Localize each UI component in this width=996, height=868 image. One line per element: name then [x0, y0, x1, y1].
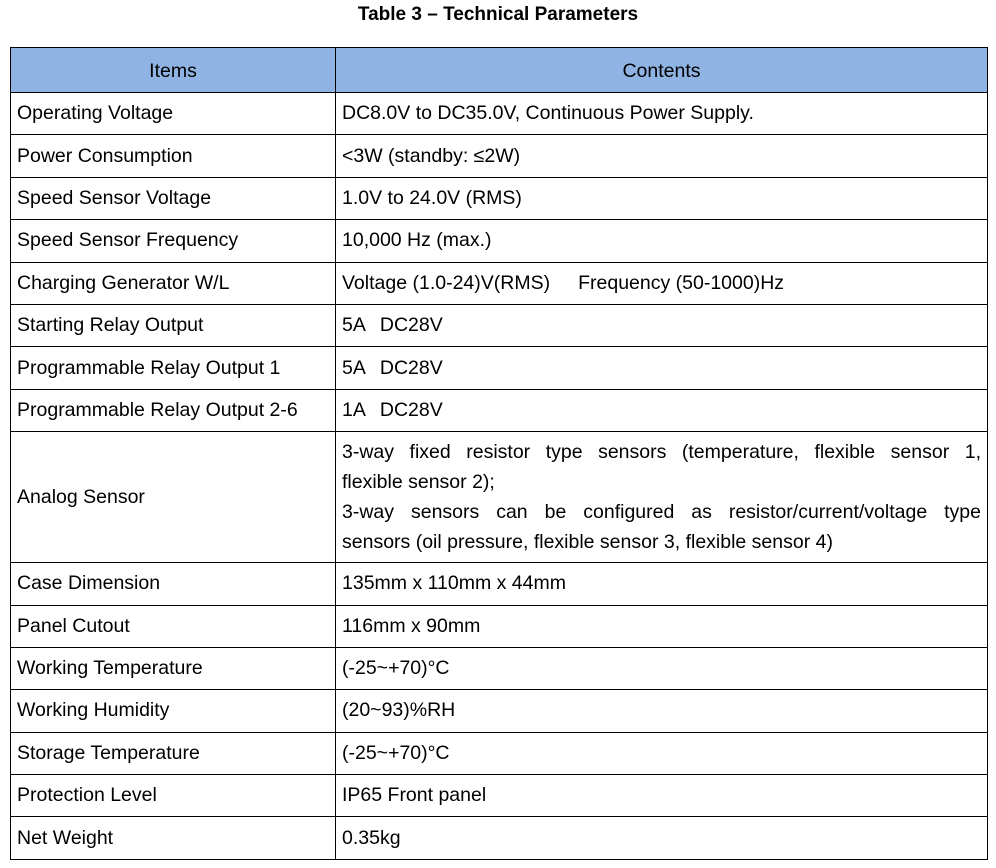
- item-cell: Power Consumption: [11, 135, 336, 177]
- table-row: [11, 93, 988, 135]
- content-cell: [336, 389, 988, 431]
- content-cell: (-25~+70)°C: [336, 732, 988, 774]
- table-row: [11, 432, 988, 563]
- item-cell: Protection Level: [11, 775, 336, 817]
- table-row: [11, 605, 988, 647]
- item-cell: Speed Sensor Voltage: [11, 177, 336, 219]
- item-cell: Speed Sensor Frequency: [11, 220, 336, 262]
- content-current: 5A: [342, 314, 366, 337]
- analog-sensor-line: sensors (oil pressure, flexible sensor 3, flexible sensor 4): [342, 531, 833, 554]
- content-cell: [336, 304, 988, 346]
- header-contents: Contents: [336, 48, 988, 93]
- item-cell: Working Humidity: [11, 690, 336, 732]
- item-cell: Programmable Relay Output 1: [11, 347, 336, 389]
- content-cell: [336, 262, 988, 304]
- content-frequency: Frequency (50-1000)Hz: [578, 271, 785, 294]
- item-cell: Charging Generator W/L: [11, 262, 336, 304]
- content-cell: 135mm x 110mm x 44mm: [336, 563, 988, 605]
- table-row: [11, 690, 988, 732]
- table-row: [11, 135, 988, 177]
- item-cell: Starting Relay Output: [11, 304, 336, 346]
- content-cell: 1.0V to 24.0V (RMS): [336, 177, 988, 219]
- content-cell: (-25~+70)°C: [336, 647, 988, 689]
- content-cell: DC8.0V to DC35.0V, Continuous Power Supply.: [336, 93, 988, 135]
- table-row: [11, 347, 988, 389]
- table-header-row: [11, 48, 988, 93]
- item-cell: Working Temperature: [11, 647, 336, 689]
- content-cell: (20~93)%RH: [336, 690, 988, 732]
- content-current: 1A: [342, 398, 366, 421]
- item-cell: Panel Cutout: [11, 605, 336, 647]
- table-row: [11, 304, 988, 346]
- table-row: [11, 775, 988, 817]
- table-row: [11, 220, 988, 262]
- table-row: [11, 389, 988, 431]
- analog-sensor-line: 3-way sensors can be configured as resistor/current/voltage type: [342, 501, 981, 524]
- content-cell: 10,000 Hz (max.): [336, 220, 988, 262]
- item-cell: Case Dimension: [11, 563, 336, 605]
- technical-parameters-table: [10, 47, 988, 860]
- table-row: [11, 177, 988, 219]
- content-cell: [336, 432, 988, 563]
- item-cell: Programmable Relay Output 2-6: [11, 389, 336, 431]
- content-voltage: DC28V: [379, 398, 443, 421]
- content-cell: <3W (standby: ≤2W): [336, 135, 988, 177]
- content-voltage: DC28V: [379, 356, 443, 379]
- content-cell: [336, 347, 988, 389]
- analog-sensor-line: flexible sensor 2);: [342, 471, 495, 494]
- item-cell: Analog Sensor: [11, 432, 336, 563]
- content-cell: IP65 Front panel: [336, 775, 988, 817]
- table-row: [11, 262, 988, 304]
- item-cell: Operating Voltage: [11, 93, 336, 135]
- content-voltage: DC28V: [379, 314, 443, 337]
- table-row: [11, 563, 988, 605]
- item-cell: Net Weight: [11, 817, 336, 859]
- item-cell: Storage Temperature: [11, 732, 336, 774]
- content-cell: 116mm x 90mm: [336, 605, 988, 647]
- table-row: [11, 817, 988, 859]
- content-voltage: Voltage (1.0-24)V(RMS): [342, 271, 551, 294]
- table-row: [11, 647, 988, 689]
- header-items: Items: [11, 48, 336, 93]
- analog-sensor-line: 3-way fixed resistor type sensors (temperature, flexible sensor 1,: [342, 441, 981, 464]
- table-title: Table 3 – Technical Parameters: [357, 4, 639, 25]
- content-cell: 0.35kg: [336, 817, 988, 859]
- table-row: [11, 732, 988, 774]
- content-current: 5A: [342, 356, 366, 379]
